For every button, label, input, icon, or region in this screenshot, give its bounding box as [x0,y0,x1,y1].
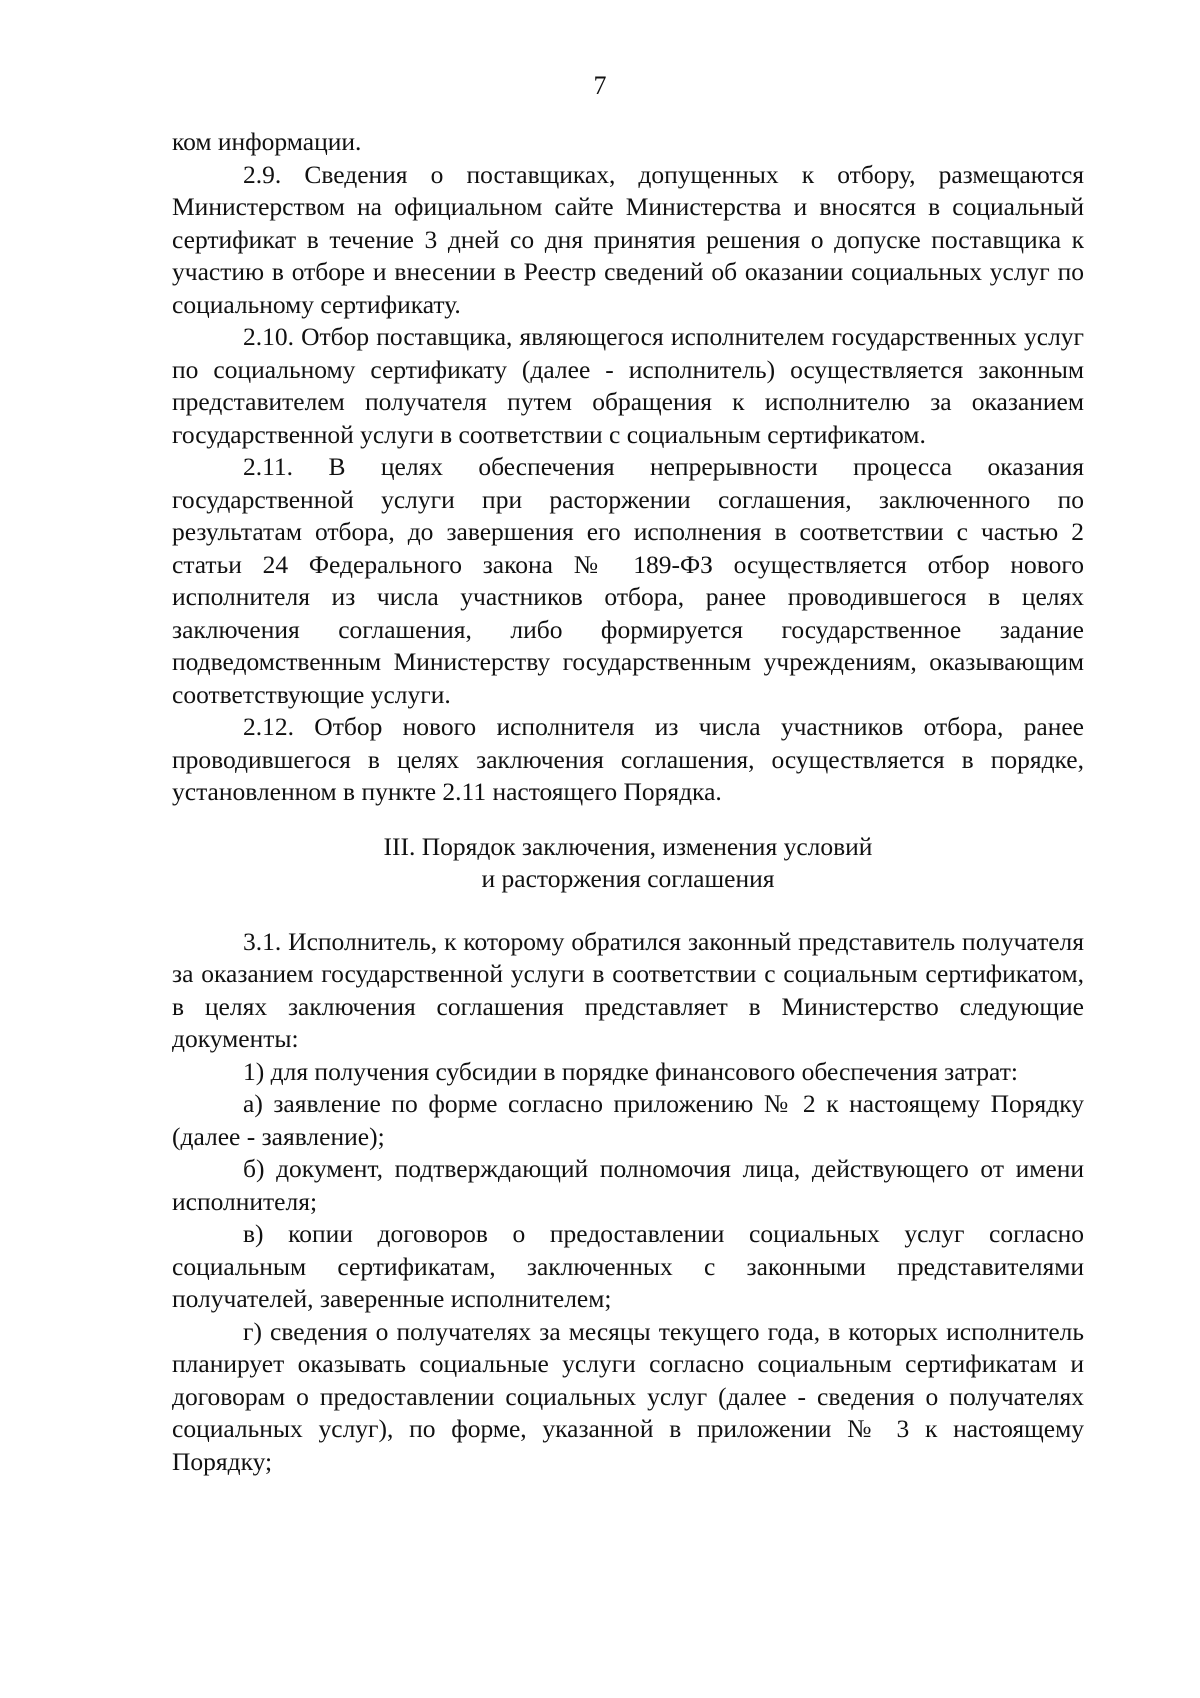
paragraph-continuation: ком информации. [172,127,362,156]
list-item-b: б) документ, подтверждающий полномочия лица, действующего от имени исполнителя; [172,1154,1084,1216]
paragraph-2-12: 2.12. Отбор нового исполнителя из числа участников отбора, ранее проводившегося в целях заключения соглашения, осуществляется в порядке, установленном в пункте 2.11 настоящего Порядка. [172,712,1084,806]
list-item-1: 1) для получения субсидии в порядке финансового обеспечения затрат: [243,1056,1018,1086]
list-item-v: в) копии договоров о предоставлении социальных услуг согласно социальным сертификатам, заключенных с законными представителями получателей, заверенные исполнителем; [172,1219,1084,1313]
document-body [172,126,1084,1478]
section-heading [172,831,1084,896]
list-item-g: г) сведения о получателях за месяцы текущего года, в которых исполнитель планирует оказывать социальные услуги согласно социальным сертификатам и договорам о предоставлении социальных услуг (далее - сведения о получателях социальных услуг), по форме, указанной в приложении № 3 к настоящему Порядку; [172,1316,1084,1476]
paragraph-2-10: 2.10. Отбор поставщика, являющегося исполнителем государственных услуг по социальному сертификату (далее - исполнитель) осуществляется законным представителем получателя путем обращения к исполнителю за оказанием государственной услуги в соответствии с социальным сертификатом. [172,322,1084,449]
list-item-a: а) заявление по форме согласно приложению № 2 к настоящему Порядку (далее - заявление); [172,1089,1084,1151]
paragraph-2-9: 2.9. Сведения о поставщиках, допущенных к отбору, размещаются Министерством на официальном сайте Министерства и вносятся в социальный сертификат в течение 3 дней со дня принятия решения о допуске поставщика к участию в отборе и внесении в Реестр сведений об оказании социальных услуг по социальному сертификату. [172,159,1084,319]
section-heading-line-2: и расторжения соглашения [481,864,775,893]
paragraph-3-1: 3.1. Исполнитель, к которому обратился законный представитель получателя за оказанием государственной услуги в соответствии с социальным сертификатом, в целях заключения соглашения представляет в Министерство следующие документы: [172,926,1084,1053]
section-heading-line-1: III. Порядок заключения, изменения условий [383,831,873,861]
paragraph-2-11: 2.11. В целях обеспечения непрерывности процесса оказания государственной услуги при расторжении соглашения, заключенного по результатам отбора, до завершения его исполнения в соответствии с частью 2 статьи 24 Федерального закона № 189-ФЗ осуществляется отбор нового исполнителя из числа участников отбора, ранее проводившегося в целях заключения соглашения, либо формируется государственное задание подведомственным Министерству государственным учреждениям, оказывающим соответствующие услуги. [172,452,1084,709]
page-number: 7 [593,71,607,100]
